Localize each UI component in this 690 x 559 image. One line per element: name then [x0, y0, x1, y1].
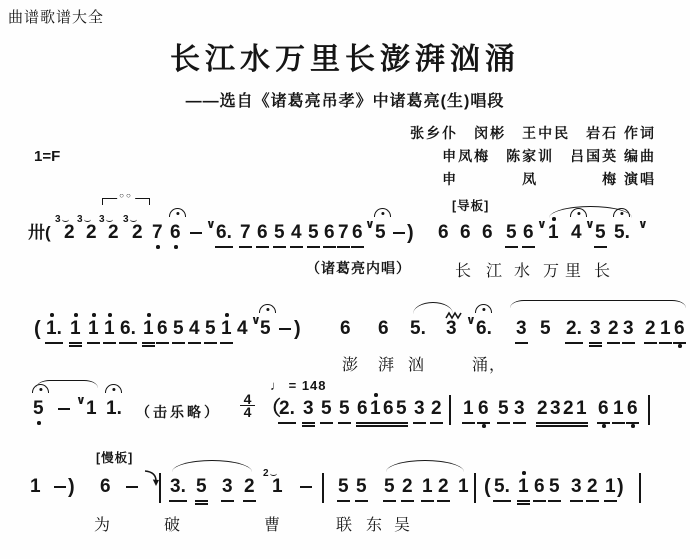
lyric: 里 — [565, 263, 583, 280]
note: 6 — [438, 222, 449, 243]
beam-underline — [69, 342, 82, 344]
note: 5 — [338, 476, 349, 498]
beam-underline — [536, 425, 549, 427]
note: 6 — [378, 318, 389, 339]
beam-underline — [273, 246, 286, 248]
note: 1 — [518, 476, 529, 498]
barline — [449, 395, 451, 425]
note: 2 — [563, 398, 574, 420]
note: 6 — [383, 398, 394, 420]
song-subtitle: ——选自《诸葛亮吊孝》中诸葛亮(生)唱段 — [185, 93, 505, 110]
note: 1 — [86, 398, 97, 419]
octave-dot-high — [108, 313, 112, 317]
lyric: 水 — [514, 263, 532, 280]
beam-underline — [204, 342, 217, 344]
beam-underline — [290, 246, 303, 248]
note: 2. — [279, 398, 295, 420]
note: 1 — [605, 476, 616, 498]
octave-dot-low — [482, 424, 486, 428]
note: 6. — [216, 222, 232, 244]
note: 2 3 — [108, 222, 119, 244]
note: 6 — [324, 222, 335, 244]
beam-underline — [302, 422, 315, 424]
breath-mark-icon: ∨ — [76, 393, 86, 407]
beam-underline — [337, 246, 350, 248]
note: 2 — [645, 318, 656, 340]
note: 3 — [590, 318, 601, 340]
note: 3 — [571, 476, 582, 498]
beam-underline — [169, 500, 187, 502]
fermata-icon — [105, 384, 122, 393]
octave-dot-high — [522, 471, 526, 475]
beam-underline — [395, 425, 408, 427]
paren: ) — [68, 476, 75, 498]
note: 2 — [438, 476, 449, 498]
beam-underline — [243, 500, 256, 502]
section-label: [慢板] — [96, 451, 134, 465]
note: 3 — [446, 318, 457, 340]
beam-underline — [565, 342, 583, 344]
beam-underline — [195, 503, 208, 505]
octave-dot-high — [147, 313, 151, 317]
fermata-icon — [374, 208, 391, 217]
note: 5 — [339, 398, 350, 420]
beam-underline — [356, 425, 369, 427]
note: 1 — [70, 318, 81, 340]
note: 6. — [476, 318, 492, 340]
paren: （ — [261, 398, 281, 420]
note: 3 — [516, 318, 527, 340]
note: 2 3 — [64, 222, 75, 244]
note: 6. — [120, 318, 136, 340]
note: 7 — [240, 222, 251, 244]
note: 3 — [222, 476, 233, 498]
breath-mark-icon: ∨ — [466, 313, 476, 327]
note: 5 — [549, 476, 560, 498]
beam-underline — [575, 422, 588, 424]
note: 5 — [260, 318, 271, 340]
note: 1 — [30, 476, 41, 497]
beam-underline — [437, 500, 450, 502]
note: 5 — [384, 476, 395, 498]
credit-line-lyricists: 张乡仆 闵彬 王中民 岩石 作词 — [410, 125, 656, 141]
opening-symbol: 卅( — [28, 223, 51, 242]
beam-underline — [395, 422, 408, 424]
beam-underline — [119, 342, 137, 344]
barline — [474, 473, 476, 503]
note: 4 — [571, 222, 582, 244]
credit-line-composers: 申凤梅 陈家训 吕国英 编曲 — [442, 148, 656, 164]
beam-underline — [338, 422, 351, 424]
note: 2 — [244, 476, 255, 498]
paren: ) — [294, 318, 301, 340]
breath-mark-icon: ∨ — [206, 217, 216, 231]
grace-note: 3 — [123, 209, 129, 231]
beam-underline — [517, 500, 530, 502]
note: 5 — [540, 318, 551, 339]
note: 5. — [410, 318, 426, 339]
lyric: 澎 — [342, 357, 360, 374]
note: 4 — [291, 222, 302, 244]
beam-underline — [195, 500, 208, 502]
beam-underline — [421, 500, 434, 502]
octave-dot-low — [678, 344, 682, 348]
slur — [386, 460, 464, 472]
beam-underline — [221, 500, 234, 502]
bracket-label: ○○ — [119, 191, 133, 200]
barline — [648, 395, 650, 425]
beam-underline — [505, 246, 518, 248]
section-label: [导板] — [452, 199, 490, 213]
beam-underline — [278, 422, 296, 424]
note: 5 — [205, 318, 216, 340]
beam-underline — [337, 500, 350, 502]
stage-direction: （诸葛亮内唱） — [306, 260, 411, 276]
lyric: 曹 — [264, 517, 282, 534]
note: 2 — [537, 398, 548, 420]
note: 2 — [402, 476, 413, 498]
note: 2 — [608, 318, 619, 340]
beam-underline — [45, 342, 63, 344]
beam-underline — [142, 342, 155, 344]
lyric: 万 — [543, 263, 561, 280]
beam-underline — [382, 425, 395, 427]
note: 2 3 — [86, 222, 97, 244]
octave-dot-high — [50, 313, 54, 317]
site-watermark: 曲谱歌谱大全 — [8, 9, 105, 26]
grace-note: 3 — [55, 209, 61, 231]
beam-underline — [548, 500, 561, 502]
note: 2 3 — [132, 222, 143, 244]
note: 5 — [595, 222, 606, 244]
score-line-3 — [0, 366, 690, 446]
lyric: 汹 — [408, 357, 426, 374]
note: 6 — [534, 476, 545, 498]
octave-dot-high — [74, 313, 78, 317]
note: 5 — [375, 222, 386, 244]
lyric: 湃 — [378, 357, 396, 374]
note: 3 — [550, 398, 561, 420]
beam-underline — [383, 500, 396, 502]
note: 5 — [308, 222, 319, 244]
lyric: 破 — [164, 517, 182, 534]
note: 5 — [396, 398, 407, 420]
grace-note: 3 — [77, 209, 83, 231]
note: 6 — [478, 398, 489, 420]
phrase-bracket — [102, 191, 150, 205]
beam-underline — [594, 246, 607, 248]
note: 5 — [274, 222, 285, 244]
beam-underline — [351, 246, 364, 248]
fermata-icon — [169, 208, 186, 217]
note: 1 — [422, 476, 433, 498]
beam-underline — [103, 342, 116, 344]
breath-mark-icon: ∨ — [251, 313, 261, 327]
dash-extension — [279, 328, 291, 330]
paren: ( — [484, 476, 491, 498]
beam-underline — [172, 342, 185, 344]
beam-underline — [493, 500, 511, 502]
note: 6 — [523, 222, 534, 244]
slur — [510, 300, 686, 309]
barline — [322, 473, 324, 503]
paren: ) — [407, 222, 414, 244]
beam-underline — [586, 500, 599, 502]
breath-mark-icon: ∨ — [365, 217, 375, 231]
note: 5 — [33, 398, 44, 420]
note: 3 — [303, 398, 314, 420]
lyric: 东 — [366, 517, 384, 534]
key-signature: 1=F — [34, 148, 61, 165]
beam-underline — [536, 422, 549, 424]
dash-extension — [300, 486, 312, 488]
note: 6 — [157, 318, 168, 340]
note: 1 — [576, 398, 587, 420]
beam-underline — [188, 342, 201, 344]
note: 6 — [340, 318, 351, 339]
beam-underline — [256, 246, 269, 248]
beam-underline — [497, 422, 510, 424]
beam-underline — [575, 425, 588, 427]
note: 1 — [104, 318, 115, 340]
fermata-icon — [475, 304, 492, 313]
paren: ) — [617, 476, 624, 498]
note: 5 — [506, 222, 517, 244]
note: 6 — [170, 222, 181, 244]
barline — [639, 473, 641, 503]
beam-underline — [320, 422, 333, 424]
beam-underline — [69, 345, 82, 347]
note: 6 — [598, 398, 609, 420]
lyric: 涌， — [472, 357, 507, 374]
octave-dot-low — [174, 245, 178, 249]
beam-underline — [355, 500, 368, 502]
octave-dot-high — [552, 217, 556, 221]
octave-dot-high — [92, 313, 96, 317]
fermata-icon — [259, 304, 276, 313]
beam-underline — [612, 422, 625, 424]
note: 5 — [498, 398, 509, 420]
note: 6 — [100, 476, 111, 497]
beam-underline — [413, 422, 426, 424]
beam-underline — [307, 246, 320, 248]
note: 6 — [357, 398, 368, 420]
beam-underline — [462, 422, 475, 424]
note: 5 — [321, 398, 332, 420]
beam-underline — [515, 342, 528, 344]
breath-mark-icon: ∨ — [537, 217, 547, 231]
note: 3 — [623, 318, 634, 340]
slur — [172, 460, 252, 472]
note: 5. — [614, 222, 630, 244]
lyric: 吴 — [394, 517, 412, 534]
tempo-mark: ♩ = 148 — [270, 378, 327, 393]
beam-underline — [220, 342, 233, 344]
note: 3 — [414, 398, 425, 420]
beam-underline — [549, 425, 562, 427]
beam-underline — [356, 422, 369, 424]
time-sig-numerator: 4 — [243, 391, 252, 407]
dash-extension — [54, 486, 66, 488]
beam-underline — [570, 500, 583, 502]
beam-underline — [401, 500, 414, 502]
beam-underline — [430, 422, 443, 424]
beam-underline — [517, 503, 530, 505]
credit-line-performer: 申 凤 梅 演唱 — [442, 171, 656, 187]
beam-underline — [644, 342, 657, 344]
note: 4 — [237, 318, 248, 339]
dash-extension — [393, 232, 405, 234]
lyric: 联 — [336, 517, 354, 534]
beam-underline — [607, 342, 620, 344]
note: 1. — [46, 318, 62, 340]
note: 6 — [257, 222, 268, 244]
beam-underline — [522, 246, 535, 248]
beam-underline — [562, 425, 575, 427]
note: 6 — [674, 318, 685, 340]
note: 1 — [458, 476, 469, 497]
beam-underline — [533, 500, 546, 502]
octave-dot-high — [225, 313, 229, 317]
note: 2 — [431, 398, 442, 420]
octave-dot-low — [156, 245, 160, 249]
beam-underline — [382, 422, 395, 424]
lyric: 为 — [94, 517, 112, 534]
note: 1 — [370, 398, 381, 420]
lyric: 江 — [486, 263, 504, 280]
note: 3 — [514, 398, 525, 420]
note: 5. — [494, 476, 510, 498]
grace-note: 3 — [99, 209, 105, 231]
dash-extension — [126, 486, 138, 488]
score-line-4 — [0, 446, 690, 556]
octave-dot-low — [602, 424, 606, 428]
note: 1 — [88, 318, 99, 340]
octave-dot-low — [631, 424, 635, 428]
note: 5 — [173, 318, 184, 340]
barline — [159, 473, 161, 503]
beam-underline — [142, 345, 155, 347]
note: 7 — [338, 222, 349, 244]
beam-underline — [589, 342, 602, 344]
note: 6 — [627, 398, 638, 420]
breath-mark-icon: ∨ — [585, 217, 595, 231]
lyric: 长 — [594, 263, 612, 280]
beam-underline — [87, 342, 100, 344]
lyric: 长 — [455, 263, 473, 280]
note: 1 — [463, 398, 474, 420]
beam-underline — [513, 422, 526, 424]
credits-block — [410, 122, 656, 191]
time-signature — [240, 393, 255, 418]
beam-underline — [302, 425, 315, 427]
beam-underline — [549, 422, 562, 424]
beam-underline — [604, 500, 617, 502]
beam-underline — [589, 345, 602, 347]
beam-underline — [369, 425, 382, 427]
note: 4 — [189, 318, 200, 340]
note: 1 2 — [272, 476, 283, 498]
note: 2 — [587, 476, 598, 498]
score-line-1 — [0, 191, 690, 294]
note: 3. — [170, 476, 186, 498]
beam-underline — [215, 246, 233, 248]
note: 6 — [352, 222, 363, 244]
grace-note: 2 — [263, 463, 269, 485]
octave-dot-high — [374, 393, 378, 397]
trill-icon — [445, 304, 462, 326]
beam-underline — [323, 246, 336, 248]
dash-extension — [190, 232, 202, 234]
breath-mark-icon: ∨ — [638, 217, 648, 231]
score-text: （击乐略） — [136, 404, 221, 420]
beam-underline — [659, 342, 672, 344]
note: 5 — [356, 476, 367, 498]
dash-extension — [58, 408, 70, 410]
note: 1. — [106, 398, 122, 420]
note: 1 — [221, 318, 232, 340]
fermata-icon — [613, 208, 630, 217]
beam-underline — [562, 422, 575, 424]
song-title: 长江水万里长澎湃汹涌 — [170, 43, 520, 76]
note: 1 — [660, 318, 671, 340]
paren: ( — [34, 318, 41, 340]
beam-underline — [156, 342, 169, 344]
note: 7 — [152, 222, 163, 244]
note: 6 — [482, 222, 493, 243]
beam-underline — [622, 342, 635, 344]
beam-underline — [239, 246, 252, 248]
note: 6 — [460, 222, 471, 243]
note: 1 — [548, 222, 559, 244]
note: 5 — [196, 476, 207, 498]
beam-underline — [369, 422, 382, 424]
time-sig-denominator: 4 — [240, 405, 255, 418]
octave-dot-low — [37, 421, 41, 425]
note: 1 — [143, 318, 154, 340]
note: 2. — [566, 318, 582, 340]
note: 1 — [613, 398, 624, 420]
